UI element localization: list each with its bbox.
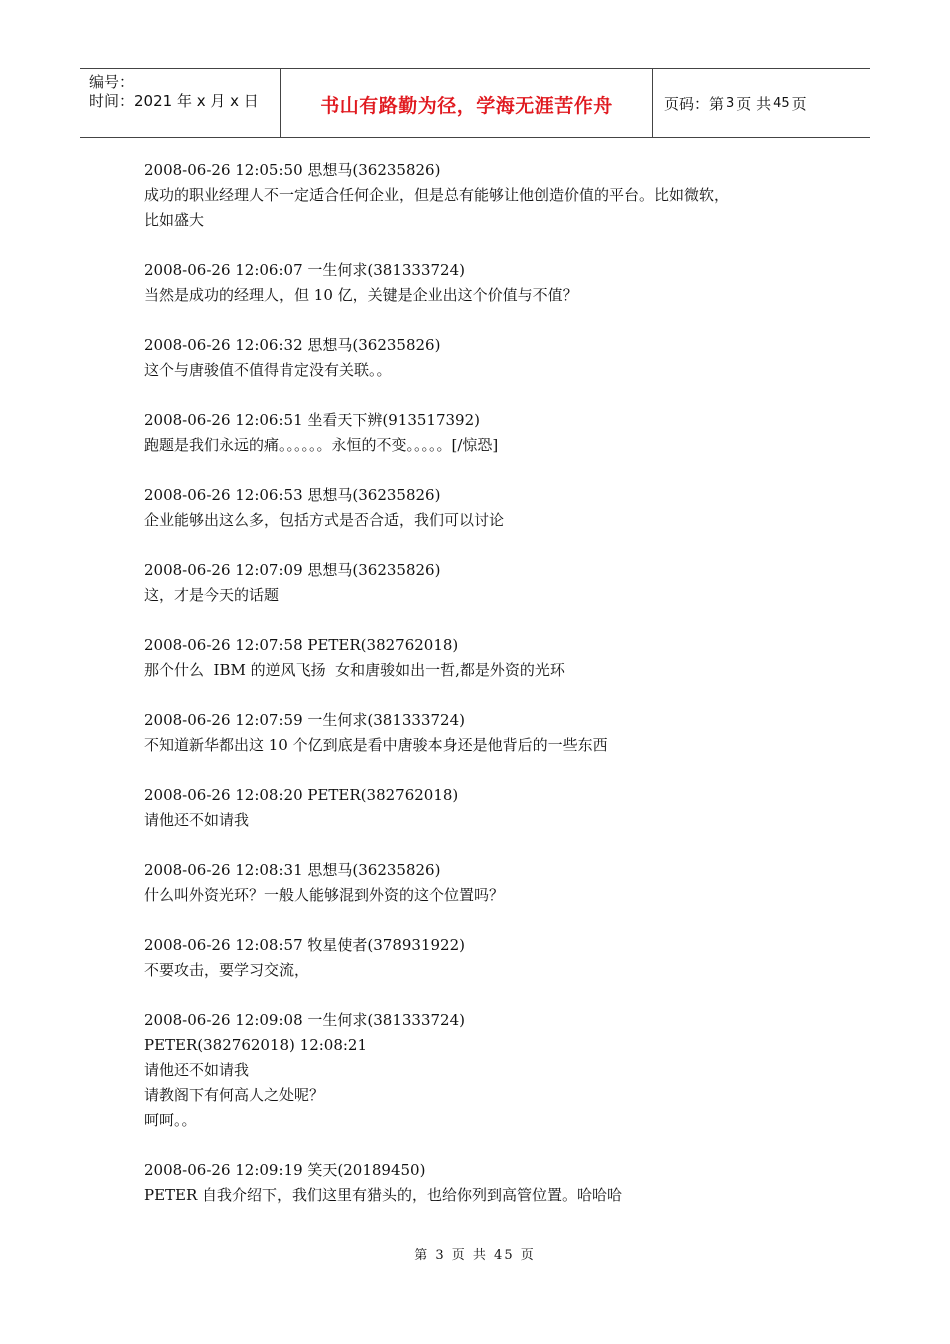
message-header: 2008-06-26 12:06:51 坐看天下辨(913517392) <box>144 411 480 429</box>
message-header: 2008-06-26 12:06:53 思想马(36235826) <box>144 486 441 504</box>
message-text: 不要攻击，要学习交流， <box>144 961 310 979</box>
message-text: 这个与唐骏值不值得肯定没有关联。。 <box>144 361 392 379</box>
message-text: 企业能够出这么多，包括方式是否合适，我们可以讨论 <box>144 511 505 529</box>
chat-log <box>144 158 814 1233</box>
chat-message <box>144 633 814 683</box>
chat-message <box>144 158 814 233</box>
message-header: 2008-06-26 12:07:58 PETER(382762018) <box>144 636 459 654</box>
page-footer: 第 3 页 共 45 页 <box>414 1248 536 1263</box>
page-suffix: 页 <box>791 94 807 113</box>
header-motto: 书山有路勤为径，学海无涯苦作舟 <box>281 69 653 137</box>
message-text: 请他还不如请我 <box>144 1061 250 1079</box>
page-mid: 页 共 <box>736 94 772 113</box>
chat-message <box>144 933 814 983</box>
chat-message <box>144 408 814 458</box>
chat-message <box>144 483 814 533</box>
number-label: 编号： <box>89 73 135 91</box>
message-text: 请教阁下有何高人之处呢？ <box>144 1086 325 1104</box>
page-prefix: 页码：第 <box>664 94 725 113</box>
message-text: 这，才是今天的话题 <box>144 586 280 604</box>
message-text: 什么叫外资光环？一般人能够混到外资的这个位置吗？ <box>144 886 505 904</box>
chat-message <box>144 558 814 608</box>
message-text: 跑题是我们永远的痛。。。。。。永恒的不变。。。。。[/惊恐] <box>144 436 499 454</box>
message-header: 2008-06-26 12:06:32 思想马(36235826) <box>144 336 441 354</box>
message-text: 当然是成功的经理人，但 10 亿，关键是企业出这个价值与不值？ <box>144 286 578 304</box>
message-header: 2008-06-26 12:09:19 笑天(20189450) <box>144 1161 426 1179</box>
message-text: 那个什么 IBM 的逆风飞扬 女和唐骏如出一哲,都是外资的光环 <box>144 661 565 679</box>
chat-message <box>144 708 814 758</box>
message-text: 成功的职业经理人不一定适合任何企业，但是总有能够让他创造价值的平台。比如微软， <box>144 186 730 204</box>
chat-message <box>144 783 814 833</box>
message-text: 比如盛大 <box>144 211 205 229</box>
message-header: 2008-06-26 12:08:31 思想马(36235826) <box>144 861 441 879</box>
message-header: 2008-06-26 12:09:08 一生何求(381333724) <box>144 1011 465 1029</box>
message-header: 2008-06-26 12:06:07 一生何求(381333724) <box>144 261 465 279</box>
chat-message <box>144 1008 814 1133</box>
page-header <box>80 68 870 138</box>
time-label: 时间：2021 年 x 月 x 日 <box>89 92 259 110</box>
message-text: PETER(382762018) 12:08:21 <box>144 1036 368 1054</box>
message-header: 2008-06-26 12:07:09 思想马(36235826) <box>144 561 441 579</box>
message-header: 2008-06-26 12:07:59 一生何求(381333724) <box>144 711 465 729</box>
message-header: 2008-06-26 12:08:57 牧星使者(378931922) <box>144 936 465 954</box>
chat-message <box>144 858 814 908</box>
message-text: 请他还不如请我 <box>144 811 250 829</box>
page-current: 3 <box>726 95 735 111</box>
message-header: 2008-06-26 12:08:20 PETER(382762018) <box>144 786 459 804</box>
header-page-info <box>654 69 870 137</box>
page-total: 45 <box>773 95 790 111</box>
message-text: 呵呵。。 <box>144 1111 197 1129</box>
header-meta-cell <box>80 69 281 137</box>
message-text: 不知道新华都出这 10 个亿到底是看中唐骏本身还是他背后的一些东西 <box>144 736 608 754</box>
chat-message <box>144 333 814 383</box>
chat-message <box>144 258 814 308</box>
message-text: PETER 自我介绍下，我们这里有猎头的，也给你列到高管位置。哈哈哈 <box>144 1186 623 1204</box>
message-header: 2008-06-26 12:05:50 思想马(36235826) <box>144 161 441 179</box>
chat-message <box>144 1158 814 1208</box>
